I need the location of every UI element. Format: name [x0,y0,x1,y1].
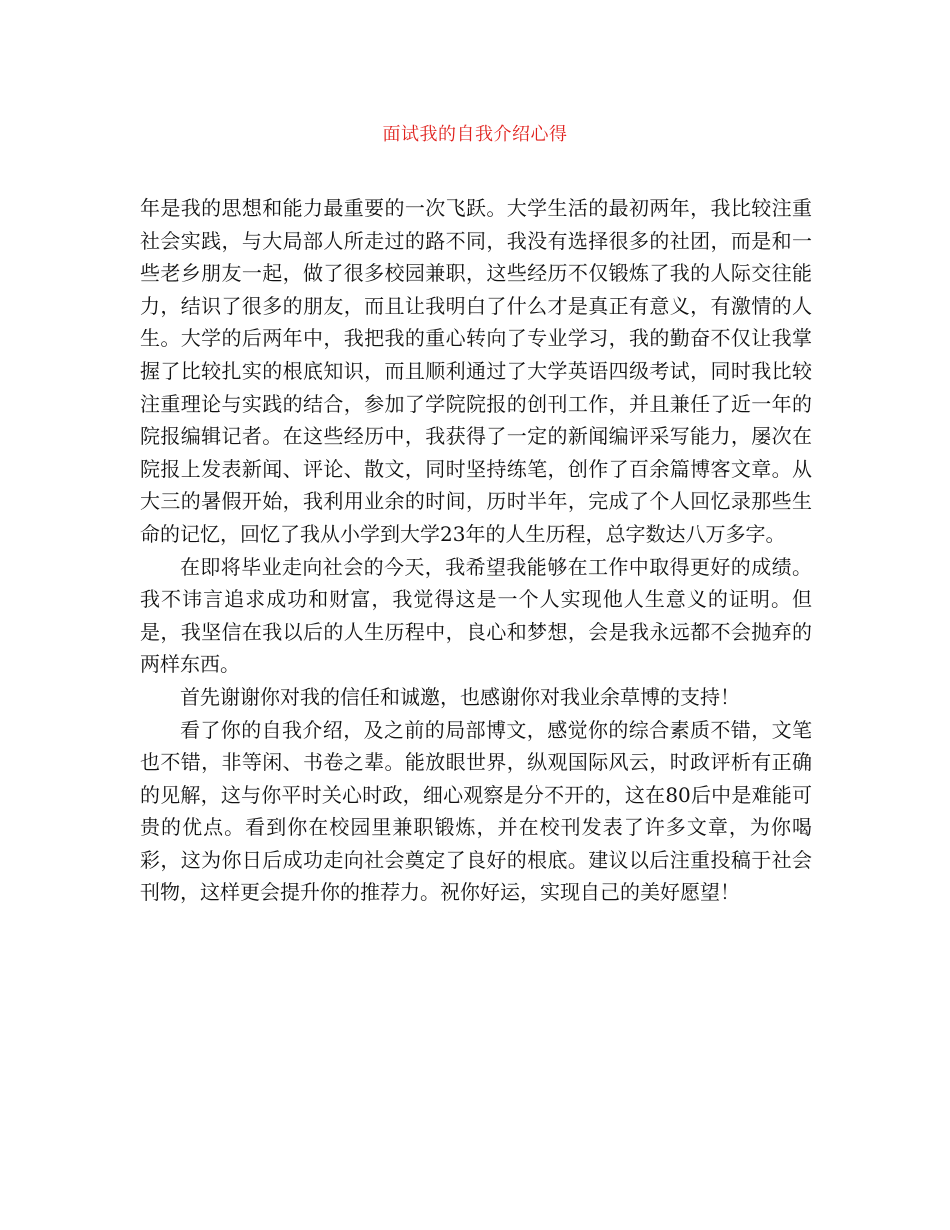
document-body [140,192,812,909]
body-paragraph-4: 看了你的自我介绍，及之前的局部博文，感觉你的综合素质不错，文笔也不错，非等闲、书卷之辈。能放眼世界，纵观国际风云，时政评析有正确的见解，这与你平时关心时政，细心观察是分不开的，这在80后中是难能可贵的优点。看到你在校园里兼职锻炼，并在校刊发表了许多文章，为你喝彩，这为你日后成功走向社会奠定了良好的根底。建议以后注重投稿于社会刊物，这样更会提升你的推荐力。祝你好运，实现自己的美好愿望！ [140,717,812,905]
body-paragraph-2: 在即将毕业走向社会的今天，我希望我能够在工作中取得更好的成绩。我不讳言追求成功和财富，我觉得这是一个人实现他人生意义的证明。但是，我坚信在我以后的人生历程中，良心和梦想，会是我永远都不会抛弃的两样东西。 [140,554,812,677]
body-paragraph-3: 首先谢谢你对我的信任和诚邀，也感谢你对我业余草博的支持！ [180,684,740,709]
document-title: 面试我的自我介绍心得 [382,124,568,145]
body-paragraph-1: 年是我的思想和能力最重要的一次飞跃。大学生活的最初两年，我比较注重社会实践，与大局部人所走过的路不同，我没有选择很多的社团，而是和一些老乡朋友一起，做了很多校园兼职，这些经历不仅锻炼了我的人际交往能力，结识了很多的朋友，而且让我明白了什么才是真正有意义，有激情的人生。大学的后两年中，我把我的重心转向了专业学习，我的勤奋不仅让我掌握了比较扎实的根底知识，而且顺利通过了大学英语四级考试，同时我比较注重理论与实践的结合，参加了学院院报的创刊工作，并且兼任了近一年的院报编辑记者。在这些经历中，我获得了一定的新闻编评采写能力，屡次在院报上发表新闻、评论、散文，同时坚持练笔，创作了百余篇博客文章。从大三的暑假开始，我利用业余的时间，历时半年，完成了个人回忆录那些生命的记忆，回忆了我从小学到大学23年的人生历程，总字数达八万多字。 [140,196,812,546]
